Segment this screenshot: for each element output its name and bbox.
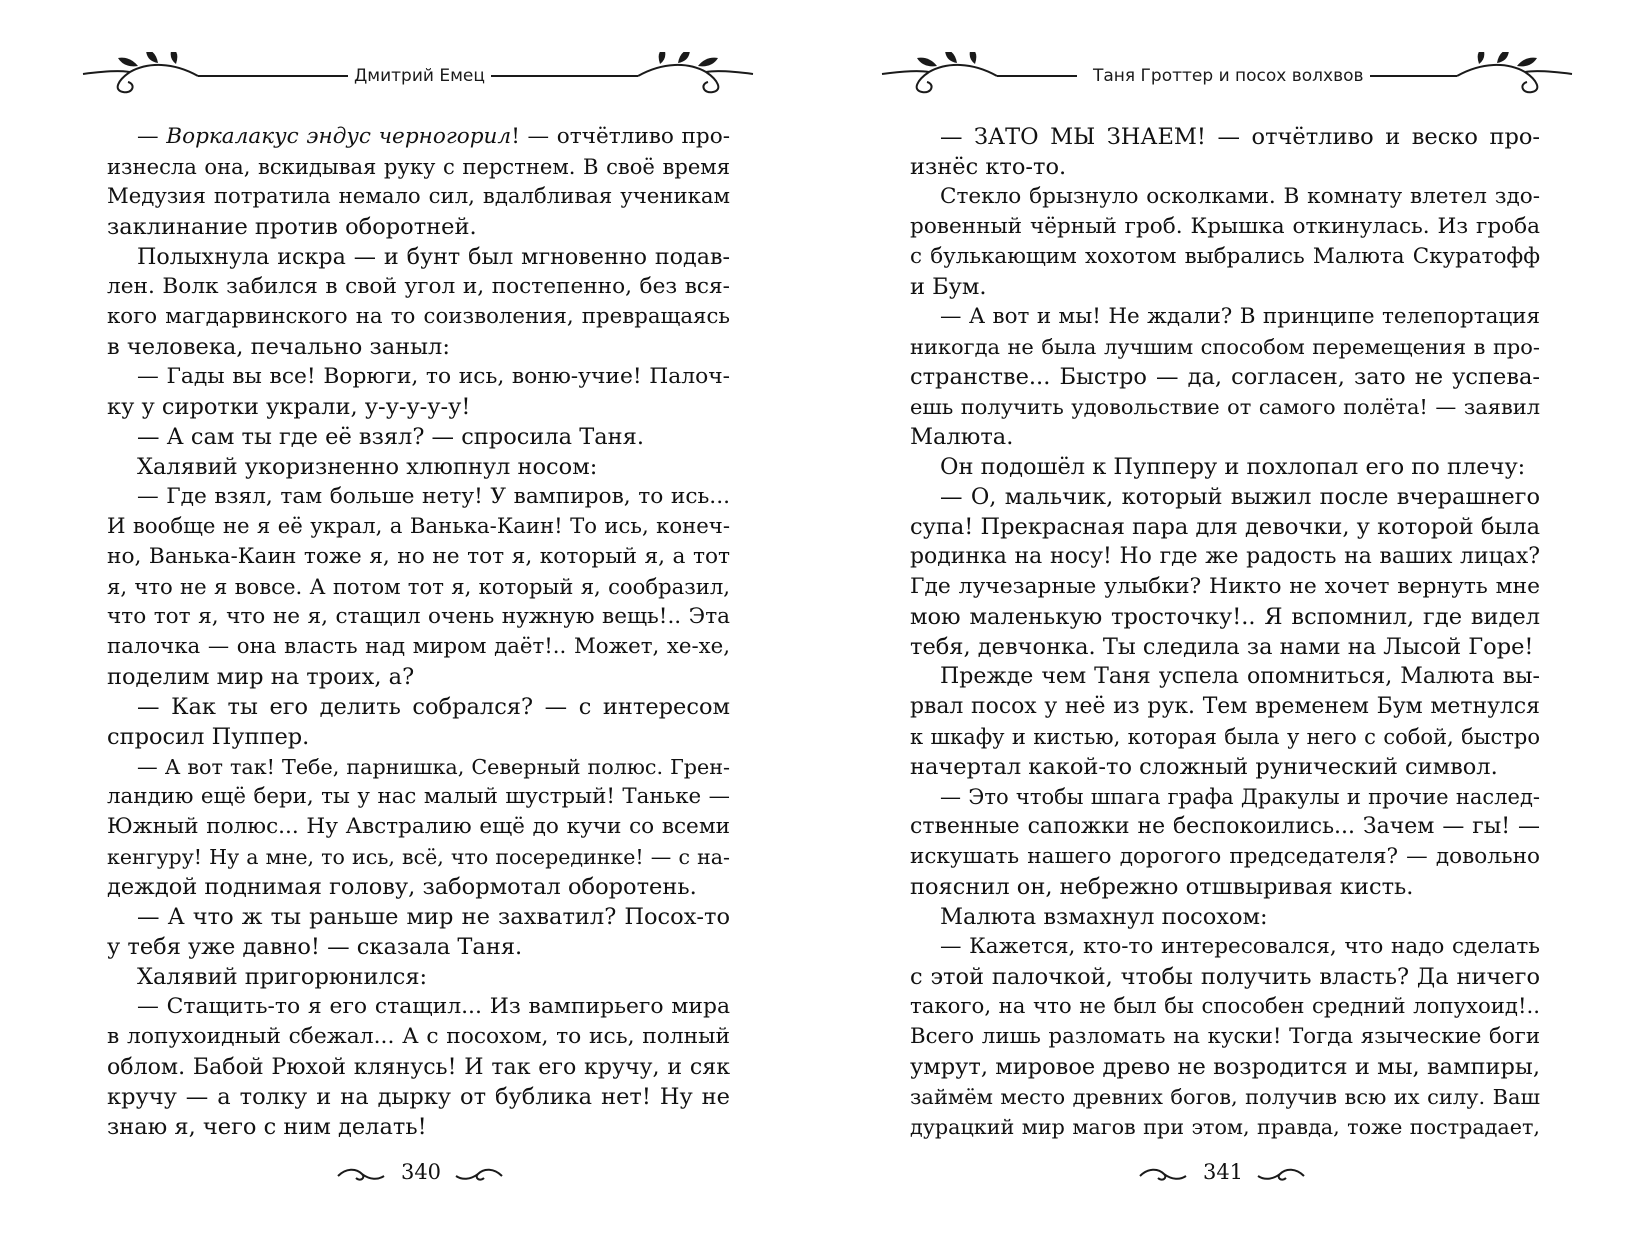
text-line: ственные сапожки не беспокоились... Зачем — гы! — bbox=[910, 814, 1540, 839]
text-line: супа! Прекрасная пара для девочки, у которой была bbox=[910, 514, 1540, 540]
text-line: кенгуру! Ну а мне, то ись, всё, что посерединке! — с на- bbox=[107, 845, 730, 869]
body-text bbox=[910, 122, 1540, 1142]
text-line: Где лучезарные улыбки? Никто не хочет вернуть мне bbox=[910, 574, 1540, 599]
running-header bbox=[877, 52, 1577, 102]
text-line: — О, мальчик, который выжил после вчерашнего bbox=[940, 484, 1540, 510]
text-line: — Это чтобы шпага графа Дракулы и прочие наслед- bbox=[940, 784, 1540, 809]
text-line: И вообще не я её украл, а Ванька-Каин! То ись, конеч- bbox=[107, 514, 730, 539]
text-line: — А вот так! Тебе, парнишка, Северный полюс. Грен- bbox=[137, 755, 730, 779]
text-line: — А сам ты где её взял? — спросила Таня. bbox=[137, 424, 644, 450]
text-line: — Где взял, там больше нету! У вампиров, то ись... bbox=[137, 484, 730, 509]
text-line: — Стащить-то я его стащил... Из вампирьего мира bbox=[137, 994, 730, 1019]
ornament-swirl-icon bbox=[454, 1166, 504, 1186]
body-text bbox=[107, 122, 730, 1142]
text-line: у тебя уже давно! — сказала Таня. bbox=[107, 934, 523, 960]
text-line: — Воркалакус эндус черногорил! — отчётливо про- bbox=[137, 124, 731, 149]
text-line: ровенный чёрный гроб. Крышка откинулась. Из гроба bbox=[910, 214, 1540, 239]
running-header bbox=[78, 52, 758, 102]
ornament-swirl-icon bbox=[336, 1166, 386, 1186]
text-line: никогда не была лучшим способом перемещения в про- bbox=[910, 335, 1540, 359]
text-line: знаю я, чего с ним делать! bbox=[107, 1114, 427, 1140]
header-author: Дмитрий Емец bbox=[348, 66, 491, 86]
text-line: деждой поднимая голову, забормотал оборотень. bbox=[107, 874, 697, 900]
text-line: изнесла она, вскидывая руку с перстнем. В своё время bbox=[107, 154, 730, 179]
text-line: поделим мир на троих, а? bbox=[107, 664, 415, 690]
text-line: странстве... Быстро — да, согласен, зато не успева- bbox=[910, 364, 1540, 390]
text-line: — Как ты его делить собрался? — с интересом bbox=[137, 694, 730, 720]
text-line: с этой палочкой, чтобы получить власть? Да ничего bbox=[910, 964, 1540, 990]
text-line: Малюта. bbox=[910, 424, 1014, 450]
text-line: Полыхнула искра — и бунт был мгновенно подав- bbox=[137, 244, 730, 270]
text-line: в человека, печально заныл: bbox=[107, 334, 450, 360]
text-line: кручу — а толку и на дырку от бублика нет! Ну не bbox=[107, 1084, 730, 1110]
text-line: Стекло брызнуло осколками. В комнату влетел здо- bbox=[940, 184, 1540, 209]
text-line: и Бум. bbox=[910, 274, 987, 300]
text-line: дурацкий мир магов при этом, правда, тоже пострадает, bbox=[910, 1115, 1540, 1139]
text-line: тебя, девчонка. Ты следила за нами на Лысой Горе! bbox=[910, 634, 1534, 660]
text-line: палочка — она власть над миром даёт!.. Может, хе-хе, bbox=[107, 634, 730, 659]
text-line: Халявий пригорюнился: bbox=[137, 964, 428, 990]
text-line: облом. Бабой Рюхой клянусь! И так его кручу, и сяк bbox=[107, 1054, 730, 1080]
text-line: кого магдарвинского на то соизволения, превращаясь bbox=[107, 304, 730, 329]
text-line: Прежде чем Таня успела опомниться, Малюта вы- bbox=[940, 664, 1540, 689]
page-number: 340 bbox=[400, 1160, 442, 1184]
text-line: пояснил он, небрежно отшвыривая кисть. bbox=[910, 874, 1414, 900]
text-line: спросил Пуппер. bbox=[107, 724, 310, 750]
text-line: — Кажется, кто-то интересовался, что надо сделать bbox=[940, 934, 1540, 959]
text-line: что тот я, что не я, стащил очень нужную вещь!.. Эта bbox=[107, 604, 730, 629]
page-footer bbox=[336, 1160, 506, 1190]
text-line: начертал какой-то сложный рунический символ. bbox=[910, 754, 1498, 780]
text-line: рвал посох у неё из рук. Тем временем Бум метнулся bbox=[910, 694, 1540, 719]
text-line: Медузия потратила немало сил, вдалбливая ученикам bbox=[107, 184, 730, 209]
text-line: Южный полюс... Ну Австралию ещё до кучи со всеми bbox=[107, 814, 730, 839]
text-line: займём место древних богов, получив всю их силу. Ваш bbox=[910, 1085, 1540, 1109]
text-line: мою маленькую тросточку!.. Я вспомнил, где видел bbox=[910, 604, 1540, 630]
text-line: — ЗАТО МЫ ЗНАЕМ! — отчётливо и веско про- bbox=[940, 124, 1540, 150]
text-line: к шкафу и кистью, которая была у него с собой, быстро bbox=[910, 724, 1540, 749]
text-line: ландию ещё бери, ты у нас малый шустрый! Таньке — bbox=[107, 784, 730, 809]
text-line: ку у сиротки украли, у-у-у-у-у! bbox=[107, 394, 471, 420]
text-line: лен. Волк забился в свой угол и, постепенно, без вся- bbox=[107, 274, 730, 299]
text-line: Он подошёл к Пупперу и похлопал его по плечу: bbox=[940, 454, 1526, 480]
text-line: Малюта взмахнул посохом: bbox=[940, 904, 1268, 930]
text-line: ешь получить удовольствие от самого полёта! — заявил bbox=[910, 395, 1540, 419]
text-line: умрут, мировое древо не возродится и мы, вампиры, bbox=[910, 1054, 1540, 1080]
text-line: заклинание против оборотней. bbox=[107, 214, 477, 240]
text-line: Всего лишь разломать на куски! Тогда языческие боги bbox=[910, 1024, 1540, 1049]
ornament-swirl-icon bbox=[1256, 1166, 1306, 1186]
page-footer bbox=[1138, 1160, 1308, 1190]
page-number: 341 bbox=[1202, 1160, 1244, 1184]
text-line: искушать нашего дорогого председателя? — довольно bbox=[910, 844, 1540, 869]
text-line: родинка на носу! Но где же радость на ваших лицах? bbox=[910, 544, 1540, 569]
right-page bbox=[815, 0, 1630, 1252]
text-line: — Гады вы все! Ворюги, то ись, воню-учие! Палоч- bbox=[137, 364, 730, 389]
text-line: изнёс кто-то. bbox=[910, 154, 1067, 180]
text-line: я, что не я вовсе. А потом тот я, который я, сообразил, bbox=[107, 574, 730, 599]
ornament-swirl-icon bbox=[1138, 1166, 1188, 1186]
text-line: — А вот и мы! Не ждали? В принципе телепортация bbox=[940, 304, 1540, 329]
text-line: такого, на что не был бы способен средний лопухоид!.. bbox=[910, 994, 1540, 1019]
text-line: — А что ж ты раньше мир не захватил? Посох-то bbox=[137, 904, 730, 930]
text-line: с булькающим хохотом выбрались Малюта Скуратофф bbox=[910, 244, 1540, 269]
text-line: в лопухоидный сбежал... А с посохом, то ись, полный bbox=[107, 1024, 730, 1049]
header-book-title: Таня Гроттер и посох волхвов bbox=[1087, 66, 1370, 86]
text-line: Халявий укоризненно хлюпнул носом: bbox=[137, 454, 598, 480]
text-line: но, Ванька-Каин тоже я, но не тот я, который я, а тот bbox=[107, 544, 730, 569]
